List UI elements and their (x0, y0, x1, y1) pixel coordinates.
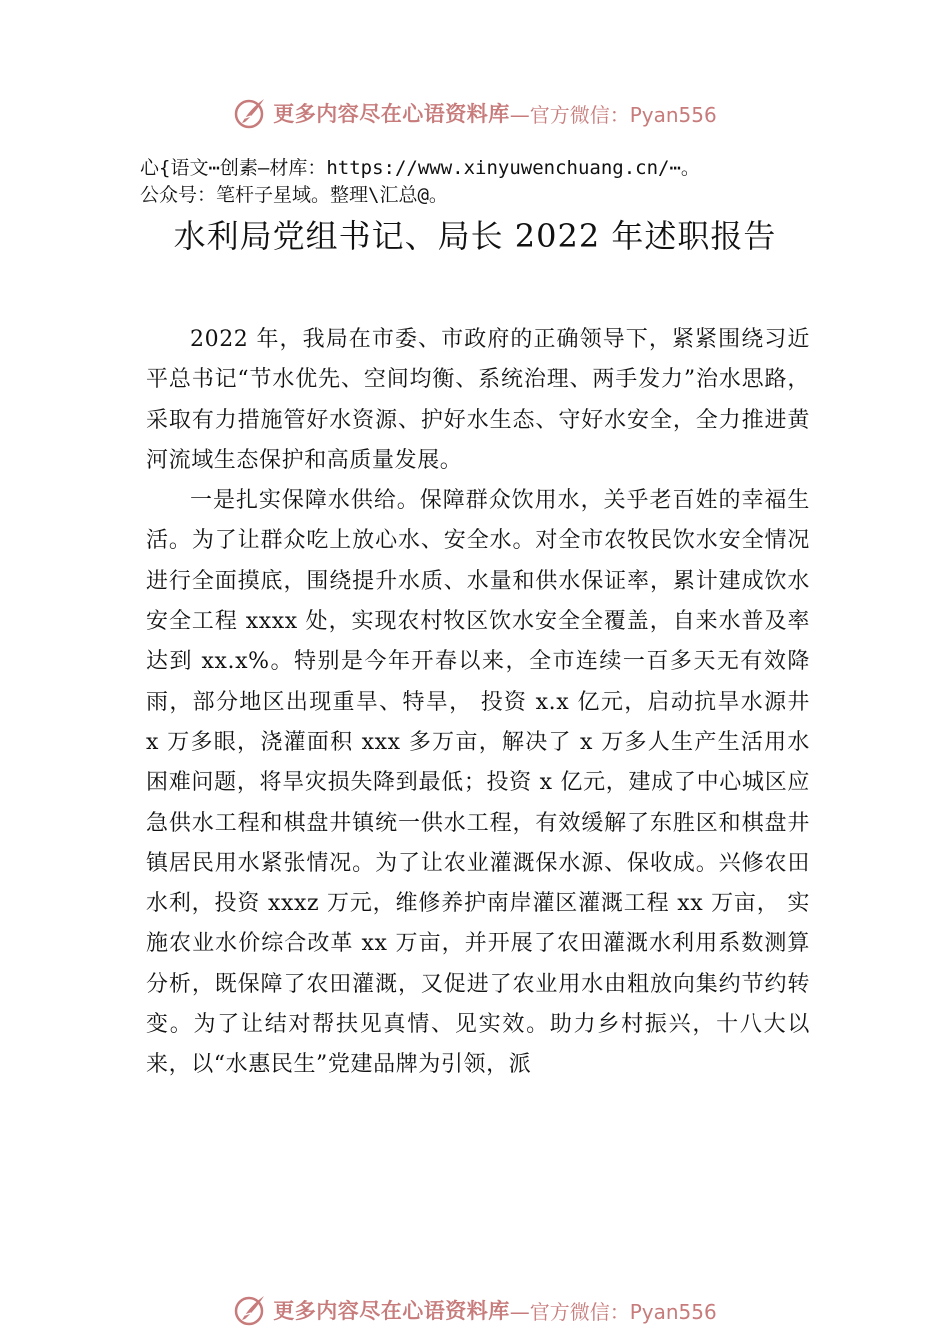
source-line: 心{语文⋯创素—材库：https://www.xinyuwenchuang.cn/⋯。 (140, 157, 700, 179)
account-line: 公众号：笔杆子星域。整理\汇总@。 (140, 184, 448, 206)
document-body (146, 320, 810, 1086)
feather-logo-icon (233, 1293, 267, 1327)
banner-wechat: —官方微信：Pyan556 (509, 102, 717, 127)
footer-banner (0, 1290, 950, 1330)
paragraph-water-supply: 一是扎实保障水供给。保障群众饮用水，关乎老百姓的幸福生活。为了让群众吃上放心水、安全水。对全市农牧民饮水安全情况进行全面摸底，围绕提升水质、水量和供水保证率，累计建成饮水安全工程 xxxx 处，实现农村牧区饮水安全全覆盖，自来水普及率达到 xx.x%。特别是今年开春以来，全市连续一百多天无有效降雨，部分地区出现重旱、特旱， 投资 x.x 亿元，启动抗旱水源井 x 万多眼，浇灌面积 xxx 多万亩，解决了 x 万多人生产生活用水困难问题，将旱灾损失降到最低；投资 x 亿元，建成了中心城区应急供水工程和棋盘井镇统一供水工程，有效缓解了东胜区和棋盘井镇居民用水紧张情况。为了让农业灌溉保水源、保收成。兴修农田水利，投资 xxxz 万元，维修养护南岸灌区灌溉工程 xx 万亩， 实施农业水价综合改革 xx 万亩，并开展了农田灌溉水利用系数测算分析，既保障了农田灌溉，又促进了农业用水由粗放向集约节约转变。为了让结对帮扶见真情、见实效。助力乡村振兴，十八大以来，以“水惠民生”党建品牌为引领，派 (146, 488, 810, 1078)
header-banner (0, 93, 950, 133)
banner-title: 更多内容尽在心语资料库 (273, 102, 510, 126)
banner-wechat: —官方微信：Pyan556 (509, 1299, 717, 1324)
document-title: 水利局党组书记、局长 2022 年述职报告 (173, 217, 777, 255)
feather-logo-icon (233, 96, 267, 130)
banner-title: 更多内容尽在心语资料库 (273, 1299, 510, 1323)
paragraph-intro: 2022 年，我局在市委、市政府的正确领导下，紧紧围绕习近平总书记“节水优先、空间均衡、系统治理、两手发力”治水思路，采取有力措施管好水资源、护好水生态、守好水安全，全力推进黄河流域生态保护和高质量发展。 (146, 327, 810, 473)
